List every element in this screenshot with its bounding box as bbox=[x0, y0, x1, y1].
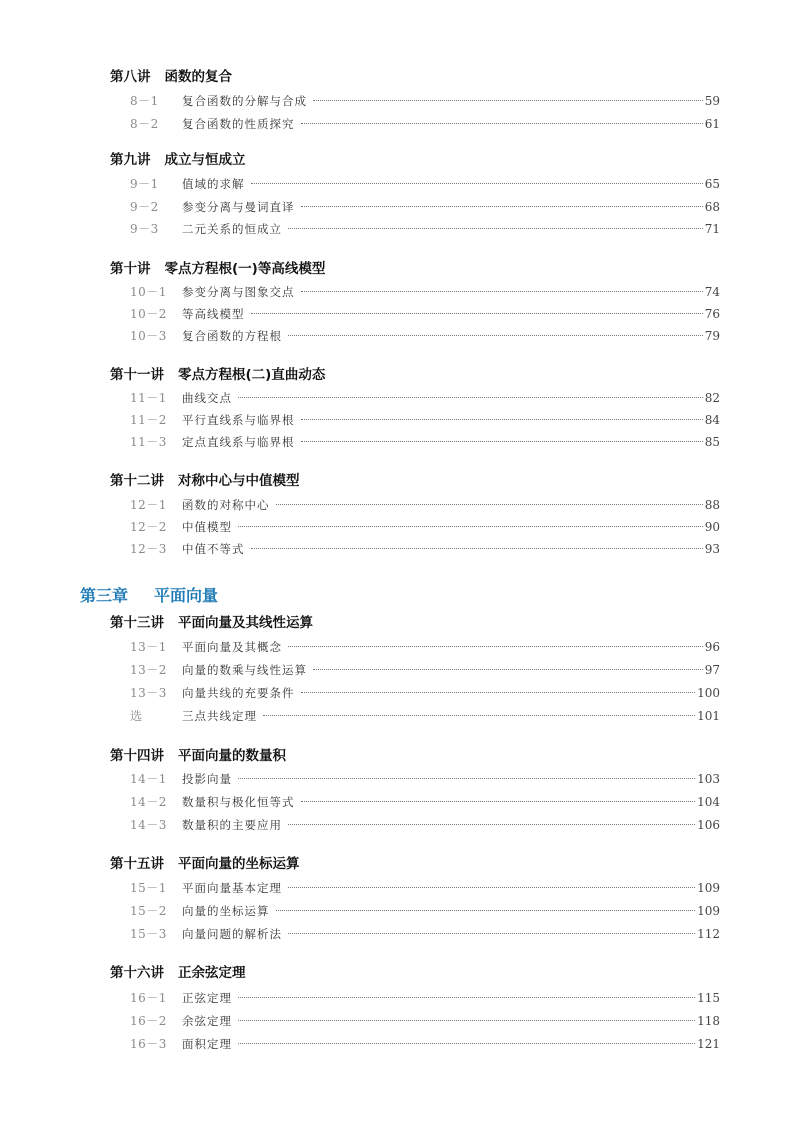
lecture-heading bbox=[110, 66, 232, 88]
lecture-number: 第十讲 bbox=[110, 261, 151, 277]
entry-number: 8－1 bbox=[130, 94, 159, 108]
lecture-number: 第十二讲 bbox=[110, 473, 164, 489]
toc-entry bbox=[130, 814, 720, 836]
entry-title: 向量问题的解析法 bbox=[182, 927, 282, 941]
entry-number: 10－1 bbox=[130, 285, 167, 299]
entry-page-number: 106 bbox=[697, 818, 720, 832]
entry-number: 14－1 bbox=[130, 772, 167, 786]
lecture-title: 成立与恒成立 bbox=[164, 152, 246, 168]
toc-entry bbox=[130, 90, 720, 112]
toc-entry bbox=[130, 791, 720, 813]
toc-entry bbox=[130, 682, 720, 704]
entry-title: 平行直线系与临界根 bbox=[182, 413, 295, 427]
entry-title: 平面向量基本定理 bbox=[182, 881, 282, 895]
dot-leader bbox=[276, 910, 696, 911]
entry-number: 8－2 bbox=[130, 117, 159, 131]
entry-number: 11－3 bbox=[130, 435, 167, 449]
dot-leader bbox=[301, 441, 703, 442]
dot-leader bbox=[238, 526, 703, 527]
entry-page-number: 109 bbox=[697, 881, 720, 895]
toc-entry bbox=[130, 431, 720, 453]
toc-entry bbox=[130, 900, 720, 922]
lecture-number: 第十三讲 bbox=[110, 615, 164, 631]
entry-title: 复合函数的性质探究 bbox=[182, 117, 295, 131]
entry-title: 参变分离与图象交点 bbox=[182, 285, 295, 299]
toc-entry bbox=[130, 281, 720, 303]
lecture-heading bbox=[110, 853, 300, 875]
entry-page-number: 97 bbox=[704, 663, 720, 677]
entry-page-number: 74 bbox=[704, 285, 720, 299]
entry-number: 15－2 bbox=[130, 904, 167, 918]
entry-page-number: 59 bbox=[704, 94, 720, 108]
entry-number: 14－3 bbox=[130, 818, 167, 832]
lecture-title: 零点方程根(二)直曲动态 bbox=[178, 367, 326, 383]
entry-title: 中值模型 bbox=[182, 520, 232, 534]
entry-page-number: 76 bbox=[704, 307, 720, 321]
entry-title: 向量共线的充要条件 bbox=[182, 686, 295, 700]
dot-leader bbox=[251, 313, 703, 314]
toc-entry bbox=[130, 196, 720, 218]
entry-page-number: 90 bbox=[704, 520, 720, 534]
entry-number: 9－1 bbox=[130, 177, 159, 191]
entry-title: 中值不等式 bbox=[182, 542, 245, 556]
toc-entry bbox=[130, 494, 720, 516]
entry-title: 曲线交点 bbox=[182, 391, 232, 405]
entry-page-number: 79 bbox=[704, 329, 720, 343]
entry-page-number: 84 bbox=[704, 413, 720, 427]
lecture-title: 函数的复合 bbox=[164, 69, 232, 85]
entry-page-number: 82 bbox=[704, 391, 720, 405]
entry-number: 12－2 bbox=[130, 520, 167, 534]
entry-title: 等高线模型 bbox=[182, 307, 245, 321]
chapter-title: 平面向量 bbox=[154, 586, 219, 605]
entry-page-number: 88 bbox=[704, 498, 720, 512]
toc-entry bbox=[130, 325, 720, 347]
dot-leader bbox=[301, 801, 696, 802]
toc-entry bbox=[130, 303, 720, 325]
entry-title: 正弦定理 bbox=[182, 991, 232, 1005]
dot-leader bbox=[288, 824, 695, 825]
chapter-number: 第三章 bbox=[80, 586, 129, 605]
dot-leader bbox=[288, 887, 695, 888]
dot-leader bbox=[301, 291, 703, 292]
toc-entry bbox=[130, 516, 720, 538]
entry-number: 10－3 bbox=[130, 329, 167, 343]
entry-title: 复合函数的分解与合成 bbox=[182, 94, 307, 108]
entry-number: 选 bbox=[130, 709, 143, 723]
toc-entry bbox=[130, 218, 720, 240]
dot-leader bbox=[301, 419, 703, 420]
lecture-number: 第十四讲 bbox=[110, 748, 164, 764]
toc-entry bbox=[130, 387, 720, 409]
lecture-title: 零点方程根(一)等高线模型 bbox=[164, 261, 326, 277]
toc-entry bbox=[130, 768, 720, 790]
lecture-heading bbox=[110, 612, 313, 634]
dot-leader bbox=[238, 1043, 695, 1044]
toc-entry bbox=[130, 1010, 720, 1032]
entry-title: 三点共线定理 bbox=[182, 709, 257, 723]
entry-number: 11－1 bbox=[130, 391, 167, 405]
toc-entry bbox=[130, 1033, 720, 1055]
toc-entry bbox=[130, 538, 720, 560]
dot-leader bbox=[238, 997, 695, 998]
entry-page-number: 104 bbox=[697, 795, 720, 809]
lecture-heading bbox=[110, 258, 325, 280]
entry-number: 9－2 bbox=[130, 200, 159, 214]
toc-entry bbox=[130, 877, 720, 899]
entry-page-number: 71 bbox=[704, 222, 720, 236]
toc-entry bbox=[130, 923, 720, 945]
entry-number: 16－2 bbox=[130, 1014, 167, 1028]
entry-number: 9－3 bbox=[130, 222, 159, 236]
entry-number: 10－2 bbox=[130, 307, 167, 321]
entry-title: 面积定理 bbox=[182, 1037, 232, 1051]
entry-number: 13－1 bbox=[130, 640, 167, 654]
toc-entry bbox=[130, 987, 720, 1009]
dot-leader bbox=[276, 504, 703, 505]
entry-number: 16－1 bbox=[130, 991, 167, 1005]
entry-page-number: 115 bbox=[697, 991, 720, 1005]
dot-leader bbox=[251, 548, 703, 549]
entry-title: 向量的数乘与线性运算 bbox=[182, 663, 307, 677]
entry-page-number: 121 bbox=[697, 1037, 720, 1051]
dot-leader bbox=[251, 183, 703, 184]
chapter-heading bbox=[80, 584, 218, 608]
lecture-heading bbox=[110, 470, 300, 492]
dot-leader bbox=[238, 397, 703, 398]
lecture-number: 第十一讲 bbox=[110, 367, 164, 383]
entry-title: 平面向量及其概念 bbox=[182, 640, 282, 654]
entry-title: 数量积与极化恒等式 bbox=[182, 795, 295, 809]
entry-page-number: 103 bbox=[697, 772, 720, 786]
lecture-title: 正余弦定理 bbox=[178, 965, 246, 981]
entry-title: 定点直线系与临界根 bbox=[182, 435, 295, 449]
dot-leader bbox=[313, 669, 703, 670]
entry-number: 12－3 bbox=[130, 542, 167, 556]
lecture-heading bbox=[110, 745, 286, 767]
dot-leader bbox=[288, 335, 703, 336]
entry-title: 参变分离与曼词直译 bbox=[182, 200, 295, 214]
lecture-number: 第八讲 bbox=[110, 69, 151, 85]
entry-page-number: 112 bbox=[697, 927, 720, 941]
toc-entry bbox=[130, 705, 720, 727]
entry-title: 向量的坐标运算 bbox=[182, 904, 270, 918]
dot-leader bbox=[301, 206, 703, 207]
entry-title: 函数的对称中心 bbox=[182, 498, 270, 512]
entry-page-number: 61 bbox=[704, 117, 720, 131]
entry-title: 二元关系的恒成立 bbox=[182, 222, 282, 236]
entry-number: 13－3 bbox=[130, 686, 167, 700]
entry-title: 数量积的主要应用 bbox=[182, 818, 282, 832]
lecture-title: 平面向量及其线性运算 bbox=[178, 615, 313, 631]
entry-page-number: 100 bbox=[697, 686, 720, 700]
dot-leader bbox=[288, 228, 703, 229]
dot-leader bbox=[238, 778, 695, 779]
toc-entry bbox=[130, 659, 720, 681]
dot-leader bbox=[288, 646, 703, 647]
entry-page-number: 68 bbox=[704, 200, 720, 214]
toc-entry bbox=[130, 113, 720, 135]
entry-page-number: 118 bbox=[697, 1014, 720, 1028]
entry-number: 11－2 bbox=[130, 413, 167, 427]
entry-number: 13－2 bbox=[130, 663, 167, 677]
entry-title: 复合函数的方程根 bbox=[182, 329, 282, 343]
entry-number: 15－3 bbox=[130, 927, 167, 941]
lecture-number: 第九讲 bbox=[110, 152, 151, 168]
lecture-title: 平面向量的坐标运算 bbox=[178, 856, 300, 872]
toc-entry bbox=[130, 636, 720, 658]
entry-title: 值域的求解 bbox=[182, 177, 245, 191]
lecture-number: 第十五讲 bbox=[110, 856, 164, 872]
entry-title: 投影向量 bbox=[182, 772, 232, 786]
lecture-heading bbox=[110, 149, 246, 171]
dot-leader bbox=[301, 692, 696, 693]
lecture-number: 第十六讲 bbox=[110, 965, 164, 981]
dot-leader bbox=[238, 1020, 695, 1021]
entry-number: 16－3 bbox=[130, 1037, 167, 1051]
dot-leader bbox=[301, 123, 703, 124]
entry-page-number: 101 bbox=[697, 709, 720, 723]
dot-leader bbox=[263, 715, 695, 716]
entry-page-number: 65 bbox=[704, 177, 720, 191]
entry-page-number: 85 bbox=[704, 435, 720, 449]
entry-number: 12－1 bbox=[130, 498, 167, 512]
entry-page-number: 96 bbox=[704, 640, 720, 654]
entry-number: 15－1 bbox=[130, 881, 167, 895]
toc-entry bbox=[130, 409, 720, 431]
lecture-title: 对称中心与中值模型 bbox=[178, 473, 300, 489]
entry-page-number: 93 bbox=[704, 542, 720, 556]
lecture-heading bbox=[110, 364, 325, 386]
entry-page-number: 109 bbox=[697, 904, 720, 918]
lecture-heading bbox=[110, 962, 246, 984]
toc-entry bbox=[130, 173, 720, 195]
lecture-title: 平面向量的数量积 bbox=[178, 748, 286, 764]
dot-leader bbox=[313, 100, 703, 101]
entry-number: 14－2 bbox=[130, 795, 167, 809]
entry-title: 余弦定理 bbox=[182, 1014, 232, 1028]
dot-leader bbox=[288, 933, 695, 934]
